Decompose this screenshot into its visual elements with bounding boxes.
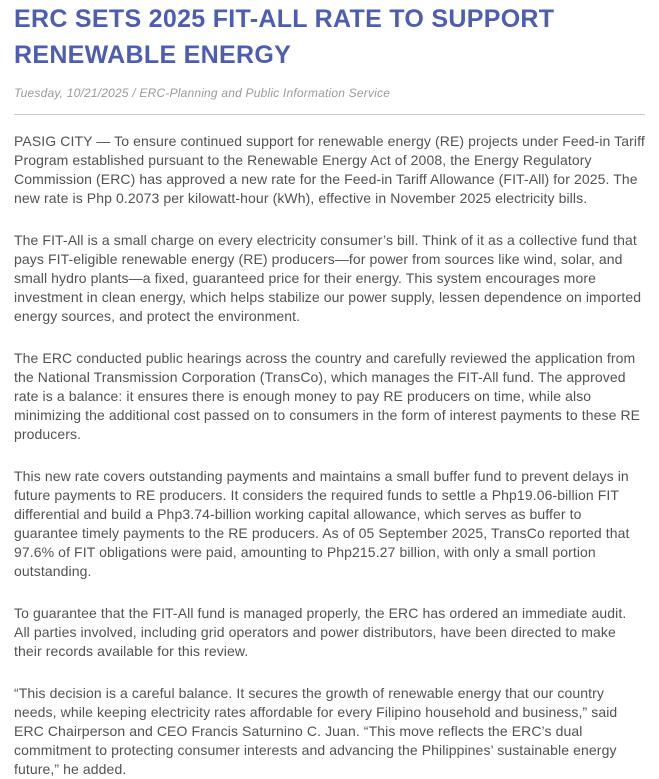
article-paragraph: To guarantee that the FIT-All fund is managed properly, the ERC has ordered an immediate audit. All parties involved, including grid operators and power distributors, have been directed to make their records available for this review.	[14, 605, 627, 659]
article-body	[14, 132, 645, 779]
article-title: ERC SETS 2025 FIT-ALL RATE TO SUPPORT RENEWABLE ENERGY	[14, 5, 555, 69]
article-paragraph: PASIG CITY — To ensure continued support for renewable energy (RE) projects under Feed-in Tariff Program established pursuant to the Renewable Energy Act of 2008, the Energy Regulatory Commission (ERC) has approved a new rate for the Feed-in Tariff Allowance (FIT-All) for 2025. The new rate is Php 0.2073 per kilowatt-hour (kWh), effective in November 2025 electricity bills.	[14, 133, 645, 206]
article-paragraph: This new rate covers outstanding payments and maintains a small buffer fund to prevent delays in future payments to RE producers. It considers the required funds to settle a Php19.06-billion FIT differential and build a Php3.74-billion working capital allowance, which serves as buffer to guarantee timely payments to the RE producers. As of 05 September 2025, TransCo reported that 97.6% of FIT obligations were paid, amounting to Php215.27 billion, with only a small portion outstanding.	[14, 468, 630, 579]
article-paragraph: “This decision is a careful balance. It secures the growth of renewable energy that our country needs, while keeping electricity rates affordable for every Filipino household and business,” said ERC Chairperson and CEO Francis Saturnino C. Juan. “This move reflects the ERC’s dual commitment to protecting consumer interests and advancing the Philippines’ sustainable energy future,” he added.	[14, 685, 618, 777]
divider	[14, 114, 645, 115]
article-paragraph: The FIT-All is a small charge on every electricity consumer’s bill. Think of it as a collective fund that pays FIT-eligible renewable energy (RE) producers—for power from sources like wind, solar, and small hydro plants—a fixed, guaranteed price for their energy. This system encourages more investment in clean energy, which helps stabilize our power supply, lessen dependence on imported energy sources, and protect the environment.	[14, 232, 642, 324]
article-dateline: Tuesday, 10/21/2025 / ERC-Planning and Public Information Service	[14, 86, 391, 100]
article-paragraph: The ERC conducted public hearings across the country and carefully reviewed the application from the National Transmission Corporation (TransCo), which manages the FIT-All fund. The approved rate is a balance: it ensures there is enough money to pay RE producers on time, while also minimizing the additional cost passed on to consumers in the form of interest payments to these RE producers.	[14, 350, 641, 442]
